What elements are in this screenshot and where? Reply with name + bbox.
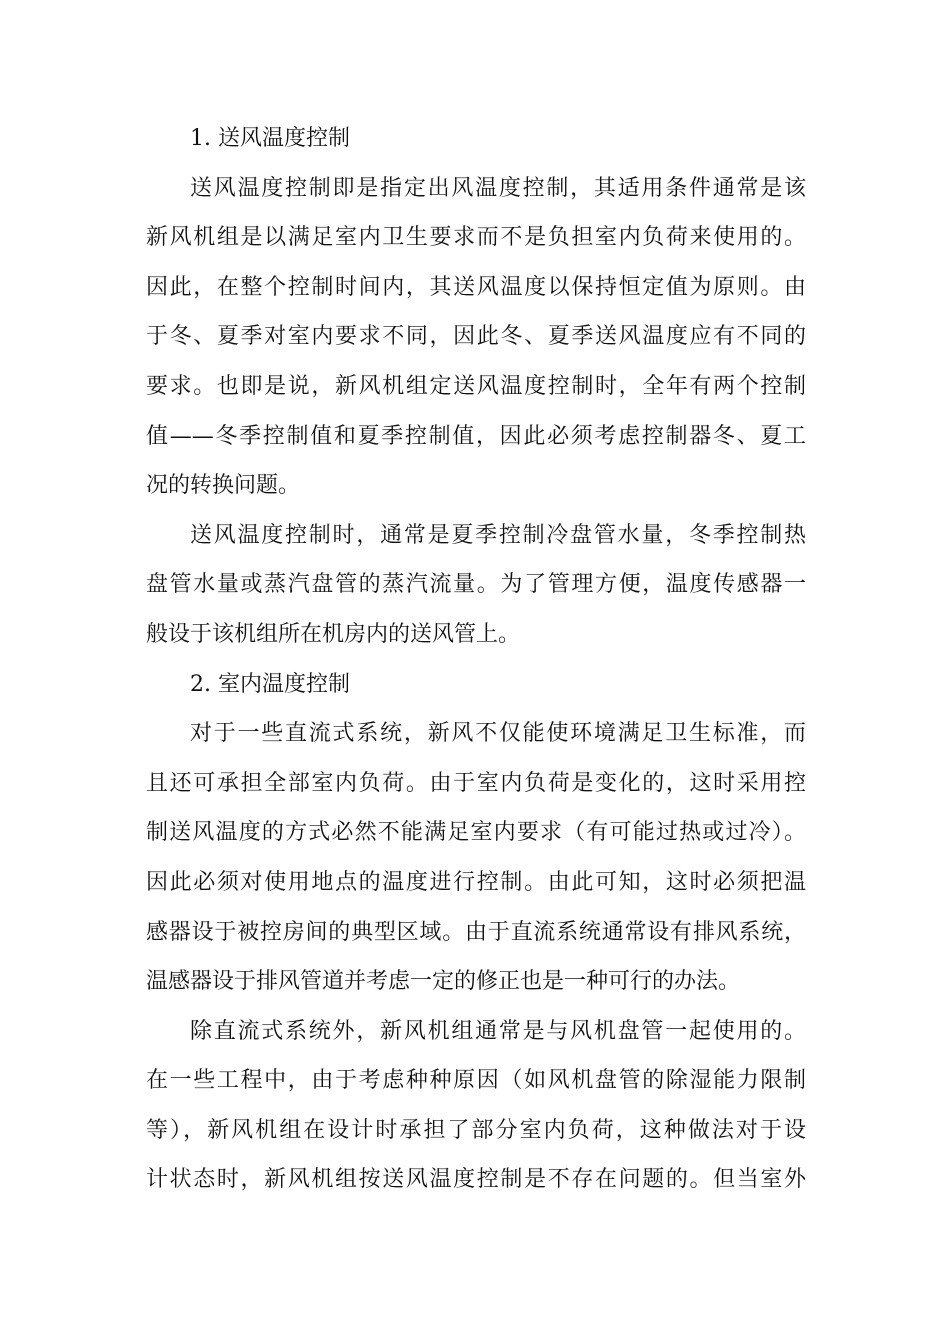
- section-heading-supply-air-temp: 1. 送风温度控制: [190, 126, 350, 151]
- text-line: 温感器设于排风管道并考虑一定的修正也是一种可行的办法。: [146, 969, 741, 995]
- text-line: 因此，在整个控制时间内，其送风温度以保持恒定值为原则。由: [146, 274, 806, 300]
- text-line: 感器设于被控房间的典型区域。由于直流系统通常设有排风系统，: [146, 919, 806, 945]
- text-line: 于冬、夏季对室内要求不同，因此冬、夏季送风温度应有不同的: [146, 324, 806, 350]
- text-line: 要求。也即是说，新风机组定送风温度控制时，全年有两个控制: [146, 373, 806, 399]
- paragraph-1: [146, 164, 806, 511]
- section-heading-indoor-temp: 2. 室内温度控制: [190, 671, 350, 697]
- paragraph-4: [146, 1007, 806, 1205]
- text-line: 盘管水量或蒸汽盘管的蒸汽流量。为了管理方便，温度传感器一: [146, 572, 806, 598]
- text-line: 况的转换问题。: [146, 473, 301, 499]
- text-line: 计状态时，新风机组按送风温度控制是不存在问题的。但当室外: [146, 1167, 806, 1193]
- text-line: 般设于该机组所在机房内的送风管上。: [146, 621, 521, 647]
- document-body: [146, 114, 806, 1205]
- text-line: 新风机组是以满足室内卫生要求而不是负担室内负荷来使用的。: [146, 225, 806, 251]
- text-line: 在一些工程中，由于考虑种种原因（如风机盘管的除湿能力限制: [146, 1068, 806, 1094]
- text-line: 因此必须对使用地点的温度进行控制。由此可知，这时必须把温: [146, 869, 806, 895]
- text-line: 制送风温度的方式必然不能满足室内要求（有可能过热或过冷）。: [146, 820, 806, 846]
- text-line: 且还可承担全部室内负荷。由于室内负荷是变化的，这时采用控: [146, 770, 806, 796]
- text-line: 值——冬季控制值和夏季控制值，因此必须考虑控制器冬、夏工: [146, 423, 806, 449]
- text-line: 对于一些直流式系统，新风不仅能使环境满足卫生标准，而: [190, 721, 806, 747]
- text-line: 送风温度控制时，通常是夏季控制冷盘管水量，冬季控制热: [190, 522, 806, 548]
- text-line: 送风温度控制即是指定出风温度控制，其适用条件通常是该: [190, 175, 806, 201]
- text-line: 除直流式系统外，新风机组通常是与风机盘管一起使用的。: [190, 1018, 806, 1044]
- text-line: 等），新风机组在设计时承担了部分室内负荷，这种做法对于设: [146, 1117, 806, 1143]
- paragraph-2: [146, 511, 806, 660]
- paragraph-3: [146, 709, 806, 1007]
